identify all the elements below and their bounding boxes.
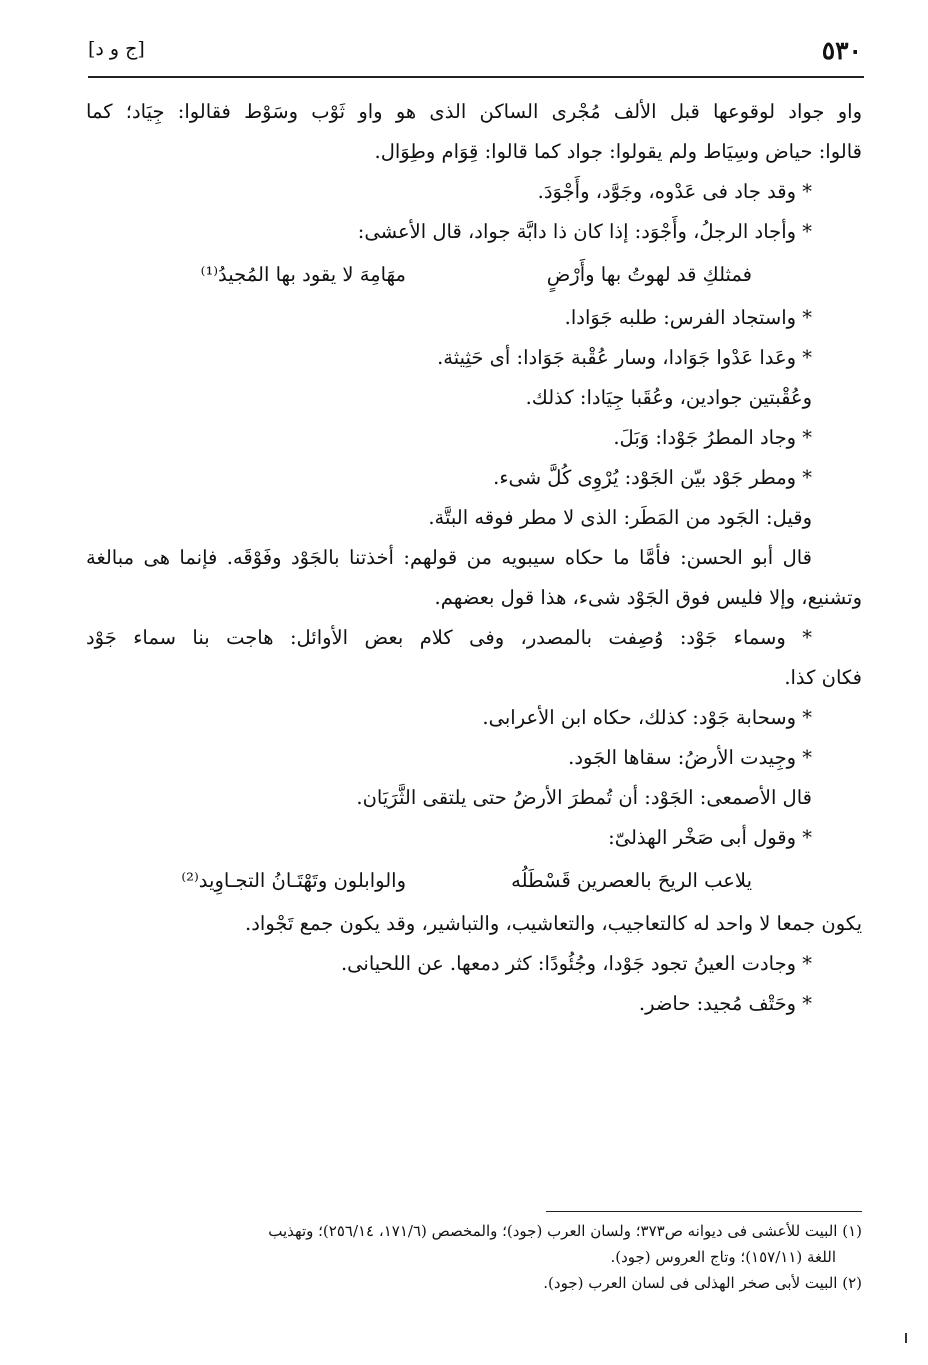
text-line: فكان كذا.	[784, 666, 862, 689]
entry-line: * وسحابة جَوْد: كذلك، حكاه ابن الأعرابى.	[482, 706, 812, 729]
entry-line: * وقول أبى صَخْر الهذلىّ:	[608, 826, 812, 849]
verse-first-hemistich: يلاعب الريحَ بالعصرين قَسْطَلُه	[511, 869, 752, 892]
verse-second-hemistich: والوابلون وتَهْتَـانُ التجـاوِيد⁽²⁾	[181, 869, 406, 892]
header-rule	[88, 76, 864, 78]
text-line: وقيل: الجَود من المَطَر: الذى لا مطر فوقه البتَّة.	[428, 506, 812, 529]
entry-line: * وجاد المطرُ جَوْدا: وَبَلَ.	[613, 426, 812, 449]
text-line: وعُقْبتين جوادين، وعُقَبا جِيَادا: كذلك.	[525, 386, 812, 409]
entry-line: * وحَتْف مُجيد: حاضر.	[638, 992, 812, 1015]
text-line: واو جواد لوقوعها قبل الألف مُجْرى الساكن الذى هو واو ثَوْب وسَوْط فقالوا: جِيَاد؛ كما	[86, 100, 862, 123]
entry-line: * واستجاد الفرس: طلبه جَوَادا.	[564, 306, 812, 329]
page-number: ٥٣٠	[821, 36, 862, 65]
footnote: (٢) البيت لأبى صخر الهذلى فى لسان العرب (جود).	[543, 1274, 862, 1292]
entry-line: * وجِيدت الأرضُ: سقاها الجَود.	[568, 746, 812, 769]
page-header	[88, 36, 862, 70]
text-line: قال أبو الحسن: فأمَّا ما حكاه سيبويه من قولهم: أخذتنا بالجَوْد وفَوْقَه. فإنما هى مبالغة	[86, 546, 812, 569]
footnote-continuation: اللغة (١٥٧/١١)؛ وتاج العروس (جود).	[610, 1248, 836, 1266]
running-head: [ج و د]	[88, 38, 145, 60]
entry-line: * وجادت العينُ تجود جَوْدا، وجُئُودًا: كثر دمعها. عن اللحيانى.	[340, 952, 812, 975]
entry-line: * ومطر جَوْد بيّن الجَوْد: يُرْوِى كُلَّ شىء.	[493, 466, 812, 489]
text-line: قال الأصمعى: الجَوْد: أن تُمطرَ الأرضُ حتى يلتقى الثَّرَيَان.	[356, 786, 812, 809]
entry-line: * وعَدا عَدْوا جَوَادا، وسار عُقْبة جَوَادا: أى حَثِيثة.	[437, 346, 812, 369]
footnote-rule	[546, 1211, 862, 1212]
entry-line: * وقد جاد فى عَدْوه، وجَوَّد، وأَجْوَدَ.	[537, 180, 812, 203]
text-line: يكون جمعا لا واحد له كالتعاجيب، والتعاشيب، والتباشير، وقد يكون جمع تَجْواد.	[245, 912, 862, 935]
main-text	[86, 92, 862, 1024]
entry-line: * وأجاد الرجلُ، وأَجْوَد: إذا كان ذا دابَّة جواد، قال الأعشى:	[357, 220, 812, 243]
entry-line: * وسماء جَوْد: وُصِفت بالمصدر، وفى كلام بعض الأوائل: هاجت بنا سماء جَوْد	[86, 626, 812, 649]
poem-verse	[86, 858, 862, 904]
text-line: وتشنيع، وإلا فليس فوق الجَوْد شىء، هذا قول بعضهم.	[434, 586, 862, 609]
footnotes	[86, 1218, 862, 1296]
verse-first-hemistich: فمثلكِ قد لهوتُ بها وأَرْضٍ	[546, 263, 752, 286]
footnote: (١) البيت للأعشى فى ديوانه ص٣٧٣؛ ولسان العرب (جود)؛ والمخصص (١٧١/٦، ٢٥٦/١٤)؛ وتهذيب	[268, 1222, 862, 1240]
text-line: قالوا: حياض وسِيَاط ولم يقولوا: جواد كما قالوا: قِوَام وطِوَال.	[374, 140, 862, 163]
scan-edge-mark	[905, 1333, 907, 1343]
poem-verse	[86, 252, 862, 298]
verse-second-hemistich: مهَامِهَ لا يقود بها المُجيدُ⁽¹⁾	[200, 263, 406, 286]
